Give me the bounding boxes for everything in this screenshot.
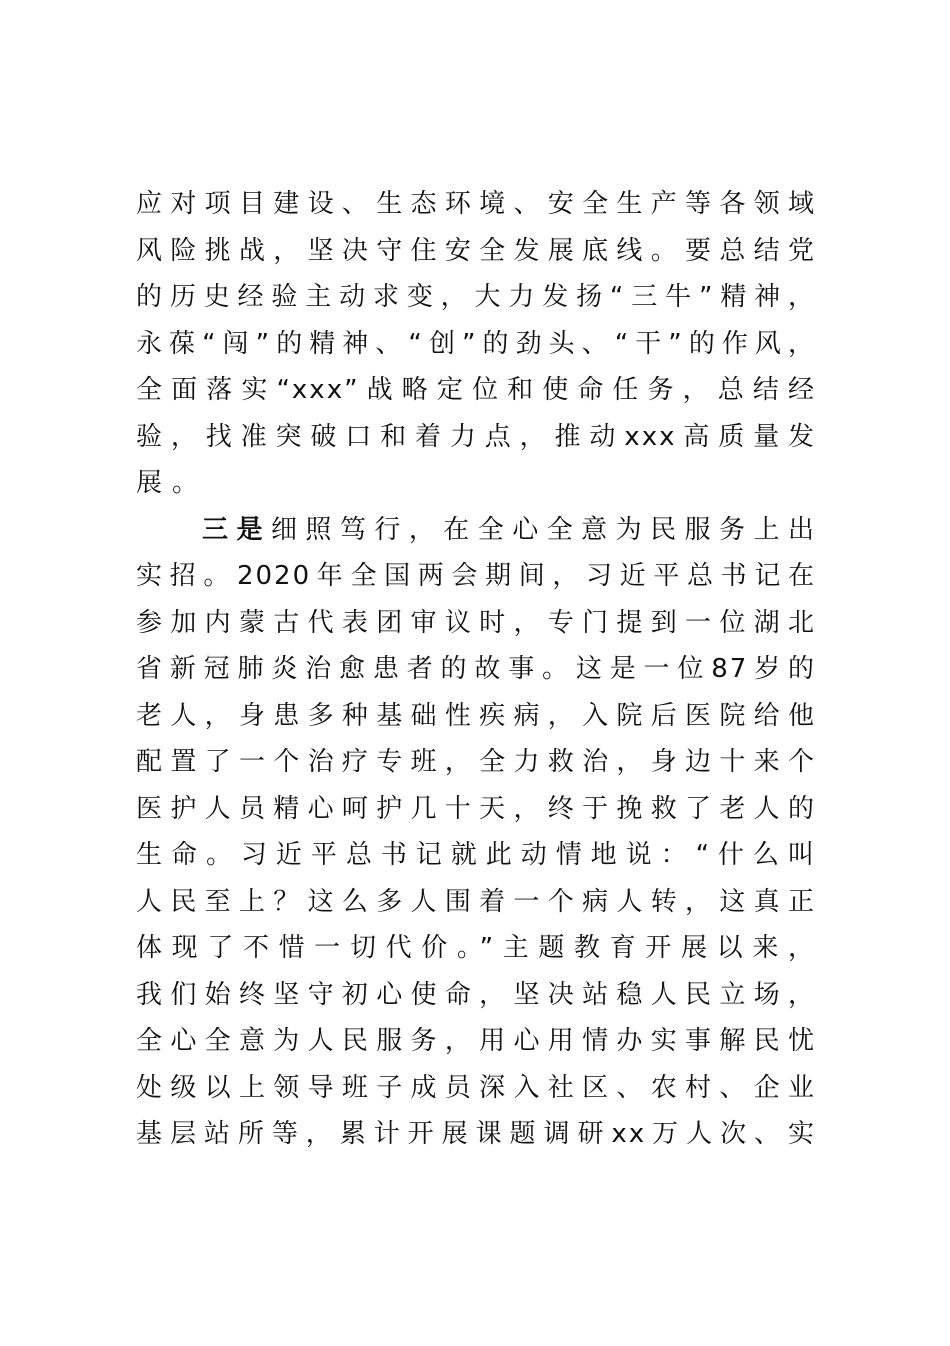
text-line: 参加内蒙古代表团审议时，专门提到一位湖北 <box>136 607 816 638</box>
text-line: 生命。习近平总书记就此动情地说：“什么叫 <box>136 840 816 870</box>
text-line: 老人，身患多种基础性疾病，入院后医院给他 <box>136 700 816 731</box>
text-line: 处级以上领导班子成员深入社区、农村、企业 <box>136 1072 816 1103</box>
text-line-last: 展。 <box>136 468 209 498</box>
text-line: 配置了一个治疗专班，全力救治，身边十来个 <box>136 747 816 777</box>
text-line: 全面落实“xxx”战略定位和使命任务，总结经 <box>136 375 816 405</box>
text-line: 基层站所等，累计开展课题调研xx万人次、实 <box>136 1119 816 1149</box>
body-text <box>136 181 816 1158</box>
text-line: 实招。2020年全国两会期间，习近平总书记在 <box>136 561 816 591</box>
text-line: 我们始终坚守初心使命，坚决站稳人民立场， <box>136 979 816 1010</box>
text-line: 体现了不惜一切代价。”主题教育开展以来， <box>136 933 816 963</box>
text-line: 风险挑战，坚决守住安全发展底线。要总结党 <box>136 235 816 266</box>
text-line: 的历史经验主动求变，大力发扬“三牛”精神， <box>136 282 816 312</box>
text-line: 医护人员精心呵护几十天，终于挽救了老人的 <box>136 793 816 824</box>
paragraph-1 <box>136 181 816 507</box>
text-line: 应对项目建设、生态环境、安全生产等各领域 <box>136 189 816 219</box>
paragraph-first-line-rest: 细照笃行，在全心全意为民服务上出 <box>270 514 816 545</box>
text-line: 验，找准突破口和着力点，推动xxx高质量发 <box>136 421 816 452</box>
paragraph-first-line <box>136 507 816 554</box>
paragraph-lead: 三是 <box>202 514 271 545</box>
text-line: 全心全意为人民服务，用心用情办实事解民忧 <box>136 1026 816 1056</box>
text-line: 人民至上？这么多人围着一个病人转，这真正 <box>136 886 816 917</box>
text-line: 省新冠肺炎治愈患者的故事。这是一位87岁的 <box>136 654 816 684</box>
paragraph-2 <box>136 507 816 1158</box>
text-line: 永葆“闯”的精神、“创”的劲头、“干”的作风， <box>136 328 816 359</box>
